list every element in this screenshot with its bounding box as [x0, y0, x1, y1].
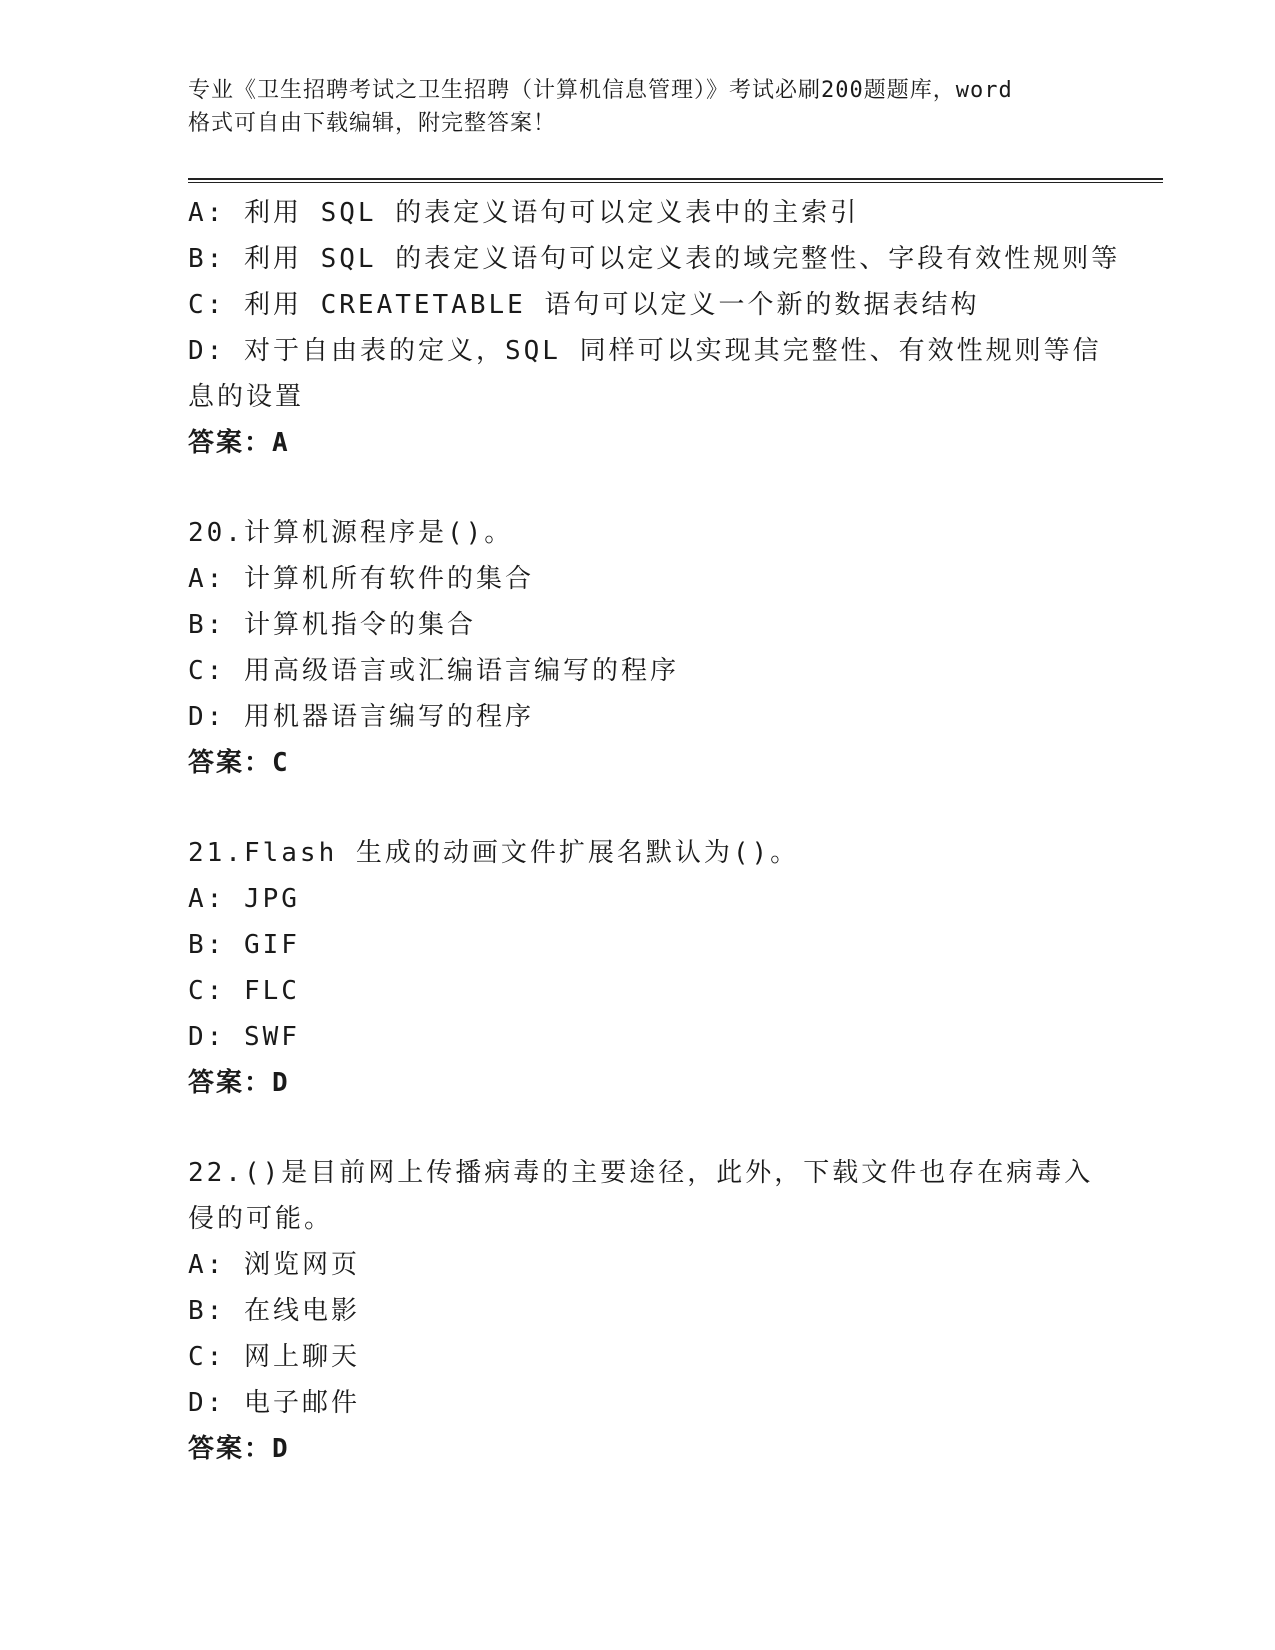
option-c: C: 用高级语言或汇编语言编写的程序	[188, 656, 679, 686]
option-d: D: 用机器语言编写的程序	[188, 702, 534, 732]
answer-label: 答案：D	[188, 1434, 290, 1464]
question-stem: 20.计算机源程序是()。	[188, 518, 514, 548]
option-c: C: 网上聊天	[188, 1342, 360, 1372]
option-b: B: 利用 SQL 的表定义语句可以定义表的域完整性、字段有效性规则等	[188, 244, 1121, 274]
question-stem: 22.()是目前网上传播病毒的主要途径，此外，下载文件也存在病毒入	[188, 1158, 1094, 1188]
answer-label: 答案：C	[188, 748, 290, 778]
option-d: D: 电子邮件	[188, 1388, 360, 1418]
option-c: C: 利用 CREATETABLE 语句可以定义一个新的数据表结构	[188, 290, 980, 320]
question-stem-continued: 侵的可能。	[188, 1204, 334, 1234]
option-b: B: GIF	[188, 930, 300, 960]
answer-label: 答案：D	[188, 1068, 290, 1098]
option-a: A: 计算机所有软件的集合	[188, 564, 534, 594]
question-20	[188, 510, 1088, 786]
document-header	[188, 74, 1088, 140]
option-d: D: 对于自由表的定义，SQL 同样可以实现其完整性、有效性规则等信	[188, 336, 1102, 366]
question-22	[188, 1150, 1094, 1472]
option-b: B: 在线电影	[188, 1296, 360, 1326]
question-21	[188, 830, 1088, 1106]
option-d-continued: 息的设置	[188, 382, 305, 412]
question-19-continuation	[188, 190, 1121, 466]
question-stem: 21.Flash 生成的动画文件扩展名默认为()。	[188, 838, 800, 868]
header-divider	[188, 178, 1163, 183]
question-list	[188, 190, 1121, 1472]
option-a: A: 浏览网页	[188, 1250, 360, 1280]
document-page	[188, 0, 1168, 1650]
header-title-line-1: 专业《卫生招聘考试之卫生招聘（计算机信息管理）》考试必刷200题题库，word	[188, 78, 1013, 103]
option-a: A: JPG	[188, 884, 300, 914]
option-b: B: 计算机指令的集合	[188, 610, 476, 640]
option-a: A: 利用 SQL 的表定义语句可以定义表中的主索引	[188, 198, 860, 228]
header-title-line-2: 格式可自由下载编辑，附完整答案！	[188, 111, 557, 136]
answer-label: 答案：A	[188, 428, 290, 458]
option-d: D: SWF	[188, 1022, 300, 1052]
option-c: C: FLC	[188, 976, 300, 1006]
